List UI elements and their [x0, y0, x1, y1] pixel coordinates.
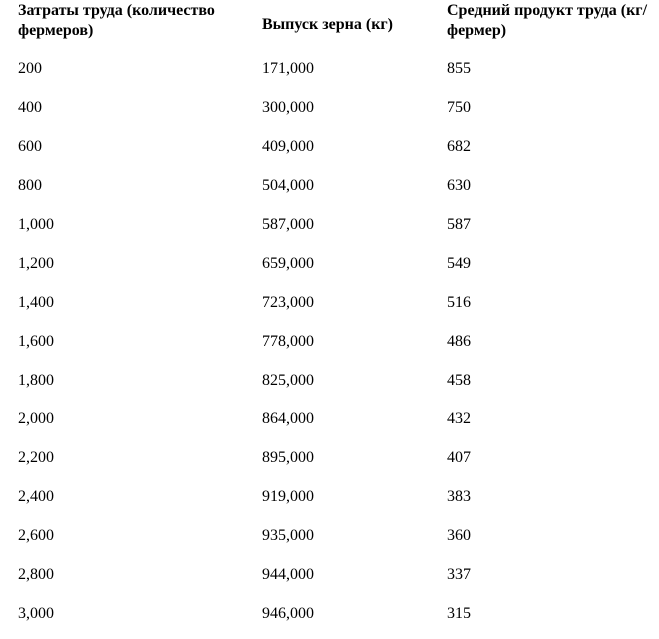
table-row: [18, 283, 648, 322]
table-row: [18, 167, 648, 206]
cell-labor-input: 1,400: [18, 293, 54, 311]
header-average-product: Средний продукт труда (кг/фермер): [447, 2, 648, 39]
cell-average-product: 486: [447, 332, 471, 350]
cell-labor-input: 2,200: [18, 449, 54, 467]
cell-grain-output: 300,000: [262, 99, 314, 117]
labor-output-table: [18, 0, 648, 633]
cell-labor-input: 1,800: [18, 371, 54, 389]
cell-labor-input: 2,800: [18, 566, 54, 584]
table-row: [18, 594, 648, 633]
cell-labor-input: 800: [18, 177, 42, 195]
cell-grain-output: 778,000: [262, 332, 314, 350]
data-table-container: [18, 0, 648, 633]
cell-grain-output: 919,000: [262, 488, 314, 506]
table-row: [18, 50, 648, 89]
cell-average-product: 750: [447, 99, 471, 117]
cell-average-product: 337: [447, 566, 471, 584]
table-row: [18, 478, 648, 517]
cell-average-product: 855: [447, 60, 471, 78]
cell-labor-input: 2,600: [18, 527, 54, 545]
table-row: [18, 89, 648, 128]
table-row: [18, 361, 648, 400]
cell-average-product: 360: [447, 527, 471, 545]
cell-grain-output: 935,000: [262, 527, 314, 545]
cell-grain-output: 864,000: [262, 410, 314, 428]
cell-labor-input: 1,200: [18, 254, 54, 272]
cell-labor-input: 200: [18, 60, 42, 78]
table-row: [18, 400, 648, 439]
table-row: [18, 128, 648, 167]
cell-average-product: 549: [447, 254, 471, 272]
cell-labor-input: 400: [18, 99, 42, 117]
cell-grain-output: 171,000: [262, 60, 314, 78]
header-labor-input: Затраты труда (количество фермеров): [18, 2, 215, 39]
table-row: [18, 244, 648, 283]
cell-average-product: 516: [447, 293, 471, 311]
cell-grain-output: 723,000: [262, 293, 314, 311]
table-row: [18, 206, 648, 245]
cell-average-product: 682: [447, 138, 471, 156]
cell-average-product: 315: [447, 604, 471, 622]
cell-average-product: 407: [447, 449, 471, 467]
cell-average-product: 458: [447, 371, 471, 389]
cell-grain-output: 587,000: [262, 216, 314, 233]
header-grain-output: Выпуск зерна (кг): [262, 16, 393, 33]
table-row: [18, 517, 648, 556]
cell-labor-input: 1,600: [18, 332, 54, 350]
cell-grain-output: 944,000: [262, 566, 314, 584]
cell-grain-output: 825,000: [262, 371, 314, 389]
cell-labor-input: 2,400: [18, 488, 54, 506]
table-row: [18, 556, 648, 595]
cell-labor-input: 2,000: [18, 410, 54, 428]
cell-average-product: 432: [447, 410, 471, 428]
cell-labor-input: 1,000: [18, 216, 54, 233]
cell-grain-output: 504,000: [262, 177, 314, 195]
table-row: [18, 439, 648, 478]
table-row: [18, 322, 648, 361]
table-body: [18, 50, 648, 633]
cell-grain-output: 659,000: [262, 254, 314, 272]
cell-grain-output: 895,000: [262, 449, 314, 467]
cell-labor-input: 3,000: [18, 604, 54, 622]
cell-grain-output: 946,000: [262, 604, 314, 622]
cell-labor-input: 600: [18, 138, 42, 156]
cell-average-product: 630: [447, 177, 471, 195]
cell-average-product: 587: [447, 216, 471, 233]
table-header-row: [18, 0, 648, 50]
cell-average-product: 383: [447, 488, 471, 506]
cell-grain-output: 409,000: [262, 138, 314, 156]
